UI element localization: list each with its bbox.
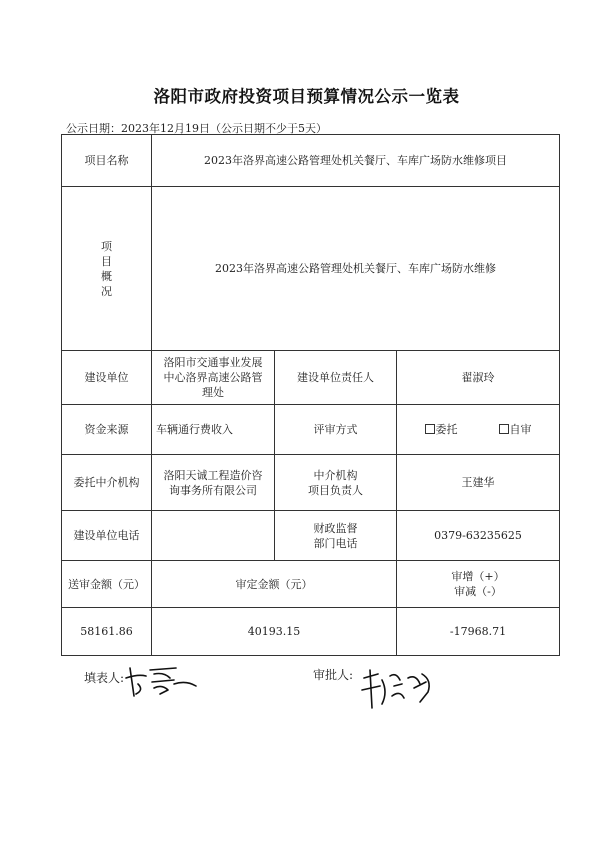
approver-signature-image bbox=[360, 664, 440, 712]
project-name-label: 项目名称 bbox=[62, 135, 152, 187]
finance-phone-value: 0379-63235625 bbox=[397, 511, 560, 561]
review-method-label: 评审方式 bbox=[275, 405, 397, 455]
project-overview-label: 项 目 概 况 bbox=[62, 187, 152, 351]
construction-unit-value: 洛阳市交通事业发展 中心洛界高速公路管 理处 bbox=[152, 351, 275, 405]
difference-label: 审增（+） 审减（-） bbox=[397, 561, 560, 608]
row-fund-source bbox=[62, 405, 560, 455]
fund-source-value: 车辆通行费收入 bbox=[152, 405, 275, 455]
row-project-name bbox=[62, 135, 560, 187]
row-construction-unit bbox=[62, 351, 560, 405]
fund-source-label: 资金来源 bbox=[62, 405, 152, 455]
review-method-options bbox=[397, 405, 560, 455]
budget-table bbox=[61, 134, 560, 656]
publish-date: 公示日期：2023年12月19日（公示日期不少于5天） bbox=[66, 122, 327, 135]
project-name-value: 2023年洛界高速公路管理处机关餐厅、车库广场防水维修项目 bbox=[152, 135, 560, 187]
approved-amount-label: 审定金额（元） bbox=[152, 561, 397, 608]
agency-head-value: 王建华 bbox=[397, 455, 560, 511]
unit-phone-value bbox=[152, 511, 275, 561]
submitted-amount-value: 58161.86 bbox=[62, 608, 152, 656]
submitted-amount-label: 送审金额（元） bbox=[62, 561, 152, 608]
row-agency bbox=[62, 455, 560, 511]
unit-phone-label: 建设单位电话 bbox=[62, 511, 152, 561]
approver-label: 审批人: bbox=[313, 668, 354, 682]
finance-phone-label: 财政监督 部门电话 bbox=[275, 511, 397, 561]
approved-amount-value: 40193.15 bbox=[152, 608, 397, 656]
row-phone bbox=[62, 511, 560, 561]
page-title: 洛阳市政府投资项目预算情况公示一览表 bbox=[153, 87, 460, 106]
row-amount-values bbox=[62, 608, 560, 656]
checkbox-icon bbox=[425, 424, 435, 434]
responsible-person-label: 建设单位责任人 bbox=[275, 351, 397, 405]
row-amount-headers bbox=[62, 561, 560, 608]
project-overview-value: 2023年洛界高速公路管理处机关餐厅、车库广场防水维修 bbox=[152, 187, 560, 351]
construction-unit-label: 建设单位 bbox=[62, 351, 152, 405]
checkbox-icon bbox=[499, 424, 509, 434]
filler-label: 填表人: bbox=[84, 671, 125, 685]
filler-signature-image bbox=[124, 660, 204, 700]
agency-label: 委托中介机构 bbox=[62, 455, 152, 511]
difference-value: -17968.71 bbox=[397, 608, 560, 656]
responsible-person-value: 翟淑玲 bbox=[397, 351, 560, 405]
entrust-checkbox[interactable]: 委托 bbox=[425, 423, 458, 436]
self-review-checkbox[interactable]: 自审 bbox=[499, 423, 532, 436]
agency-head-label: 中介机构 项目负责人 bbox=[275, 455, 397, 511]
agency-value: 洛阳天诚工程造价咨 询事务所有限公司 bbox=[152, 455, 275, 511]
row-project-overview bbox=[62, 187, 560, 351]
